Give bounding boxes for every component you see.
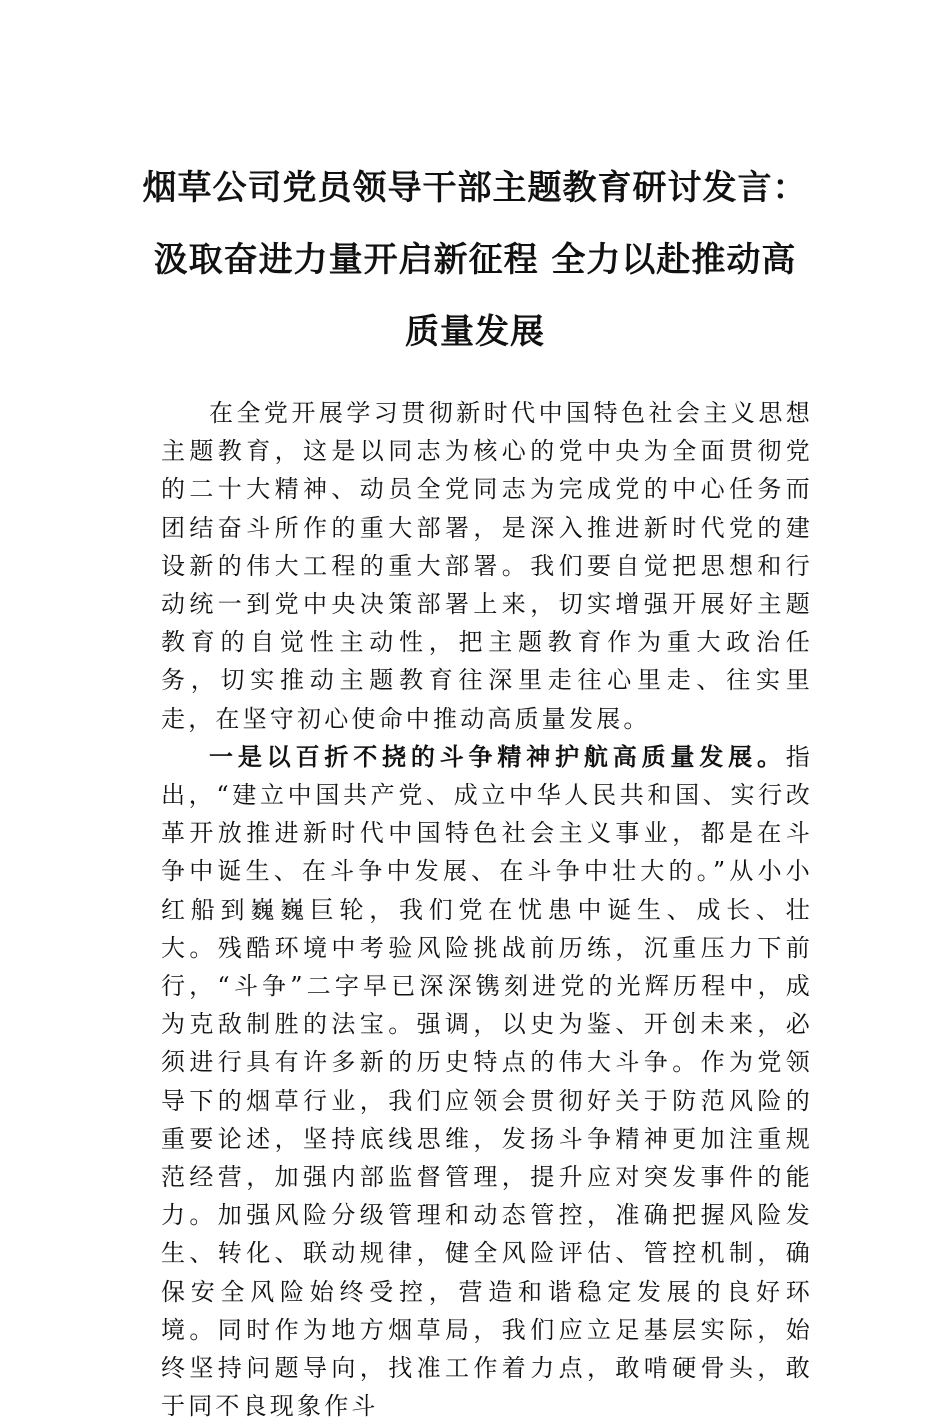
paragraph-2-text: 指出，“建立中国共产党、成立中华人民共和国、实行改革开放推进新时代中国特色社会主义事业，都是在斗争中诞生、在斗争中发展、在斗争中壮大的。”从小小红船到巍巍巨轮，我们党在忧患中诞生、成长、壮大。残酷环境中考验风险挑战前历练，沉重压力下前行，“斗争”二字早已深深镌刻进党的光辉历程中，成为克敌制胜的法宝。强调，以史为鉴、开创未来，必须进行具有许多新的历史特点的伟大斗争。作为党领导下的烟草行业，我们应领会贯彻好关于防范风险的重要论述，坚持底线思维，发扬斗争精神更加注重规范经营，加强内部监督管理，提升应对突发事件的能力。加强风险分级管理和动态管控，准确把握风险发生、转化、联动规律，健全风险评估、管控机制，确保安全风险始终受控，营造和谐稳定发展的良好环境。同时作为地方烟草局，我们应立足基层实际，始终坚持问题导向，找准工作着力点，敢啃硬骨头，敢于同不良现象作斗 [161,742,813,1421]
body-paragraph-1 [161,394,813,738]
title-line-2: 汲取奋进力量开启新征程 全力以赴推动高 [153,240,797,280]
title-line-3: 质量发展 [405,312,545,352]
document-title [120,152,830,368]
body-paragraph-2 [161,738,813,1425]
paragraph-1-text: 在全党开展学习贯彻新时代中国特色社会主义思想主题教育，这是以同志为核心的党中央为全面贯彻党的二十大精神、动员全党同志为完成党的中心任务而团结奋斗所作的重大部署，是深入推进新时代党的建设新的伟大工程的重大部署。我们要自觉把思想和行动统一到党中央决策部署上来，切实增强开展好主题教育的自觉性主动性，把主题教育作为重大政治任务，切实推动主题教育往深里走往心里走、往实里走，在坚守初心使命中推动高质量发展。 [161,399,813,733]
title-line-1: 烟草公司党员领导干部主题教育研讨发言： [142,168,808,208]
document-body [161,394,813,1425]
paragraph-2-lead: 一是以百折不挠的斗争精神护航高质量发展。 [209,741,786,771]
